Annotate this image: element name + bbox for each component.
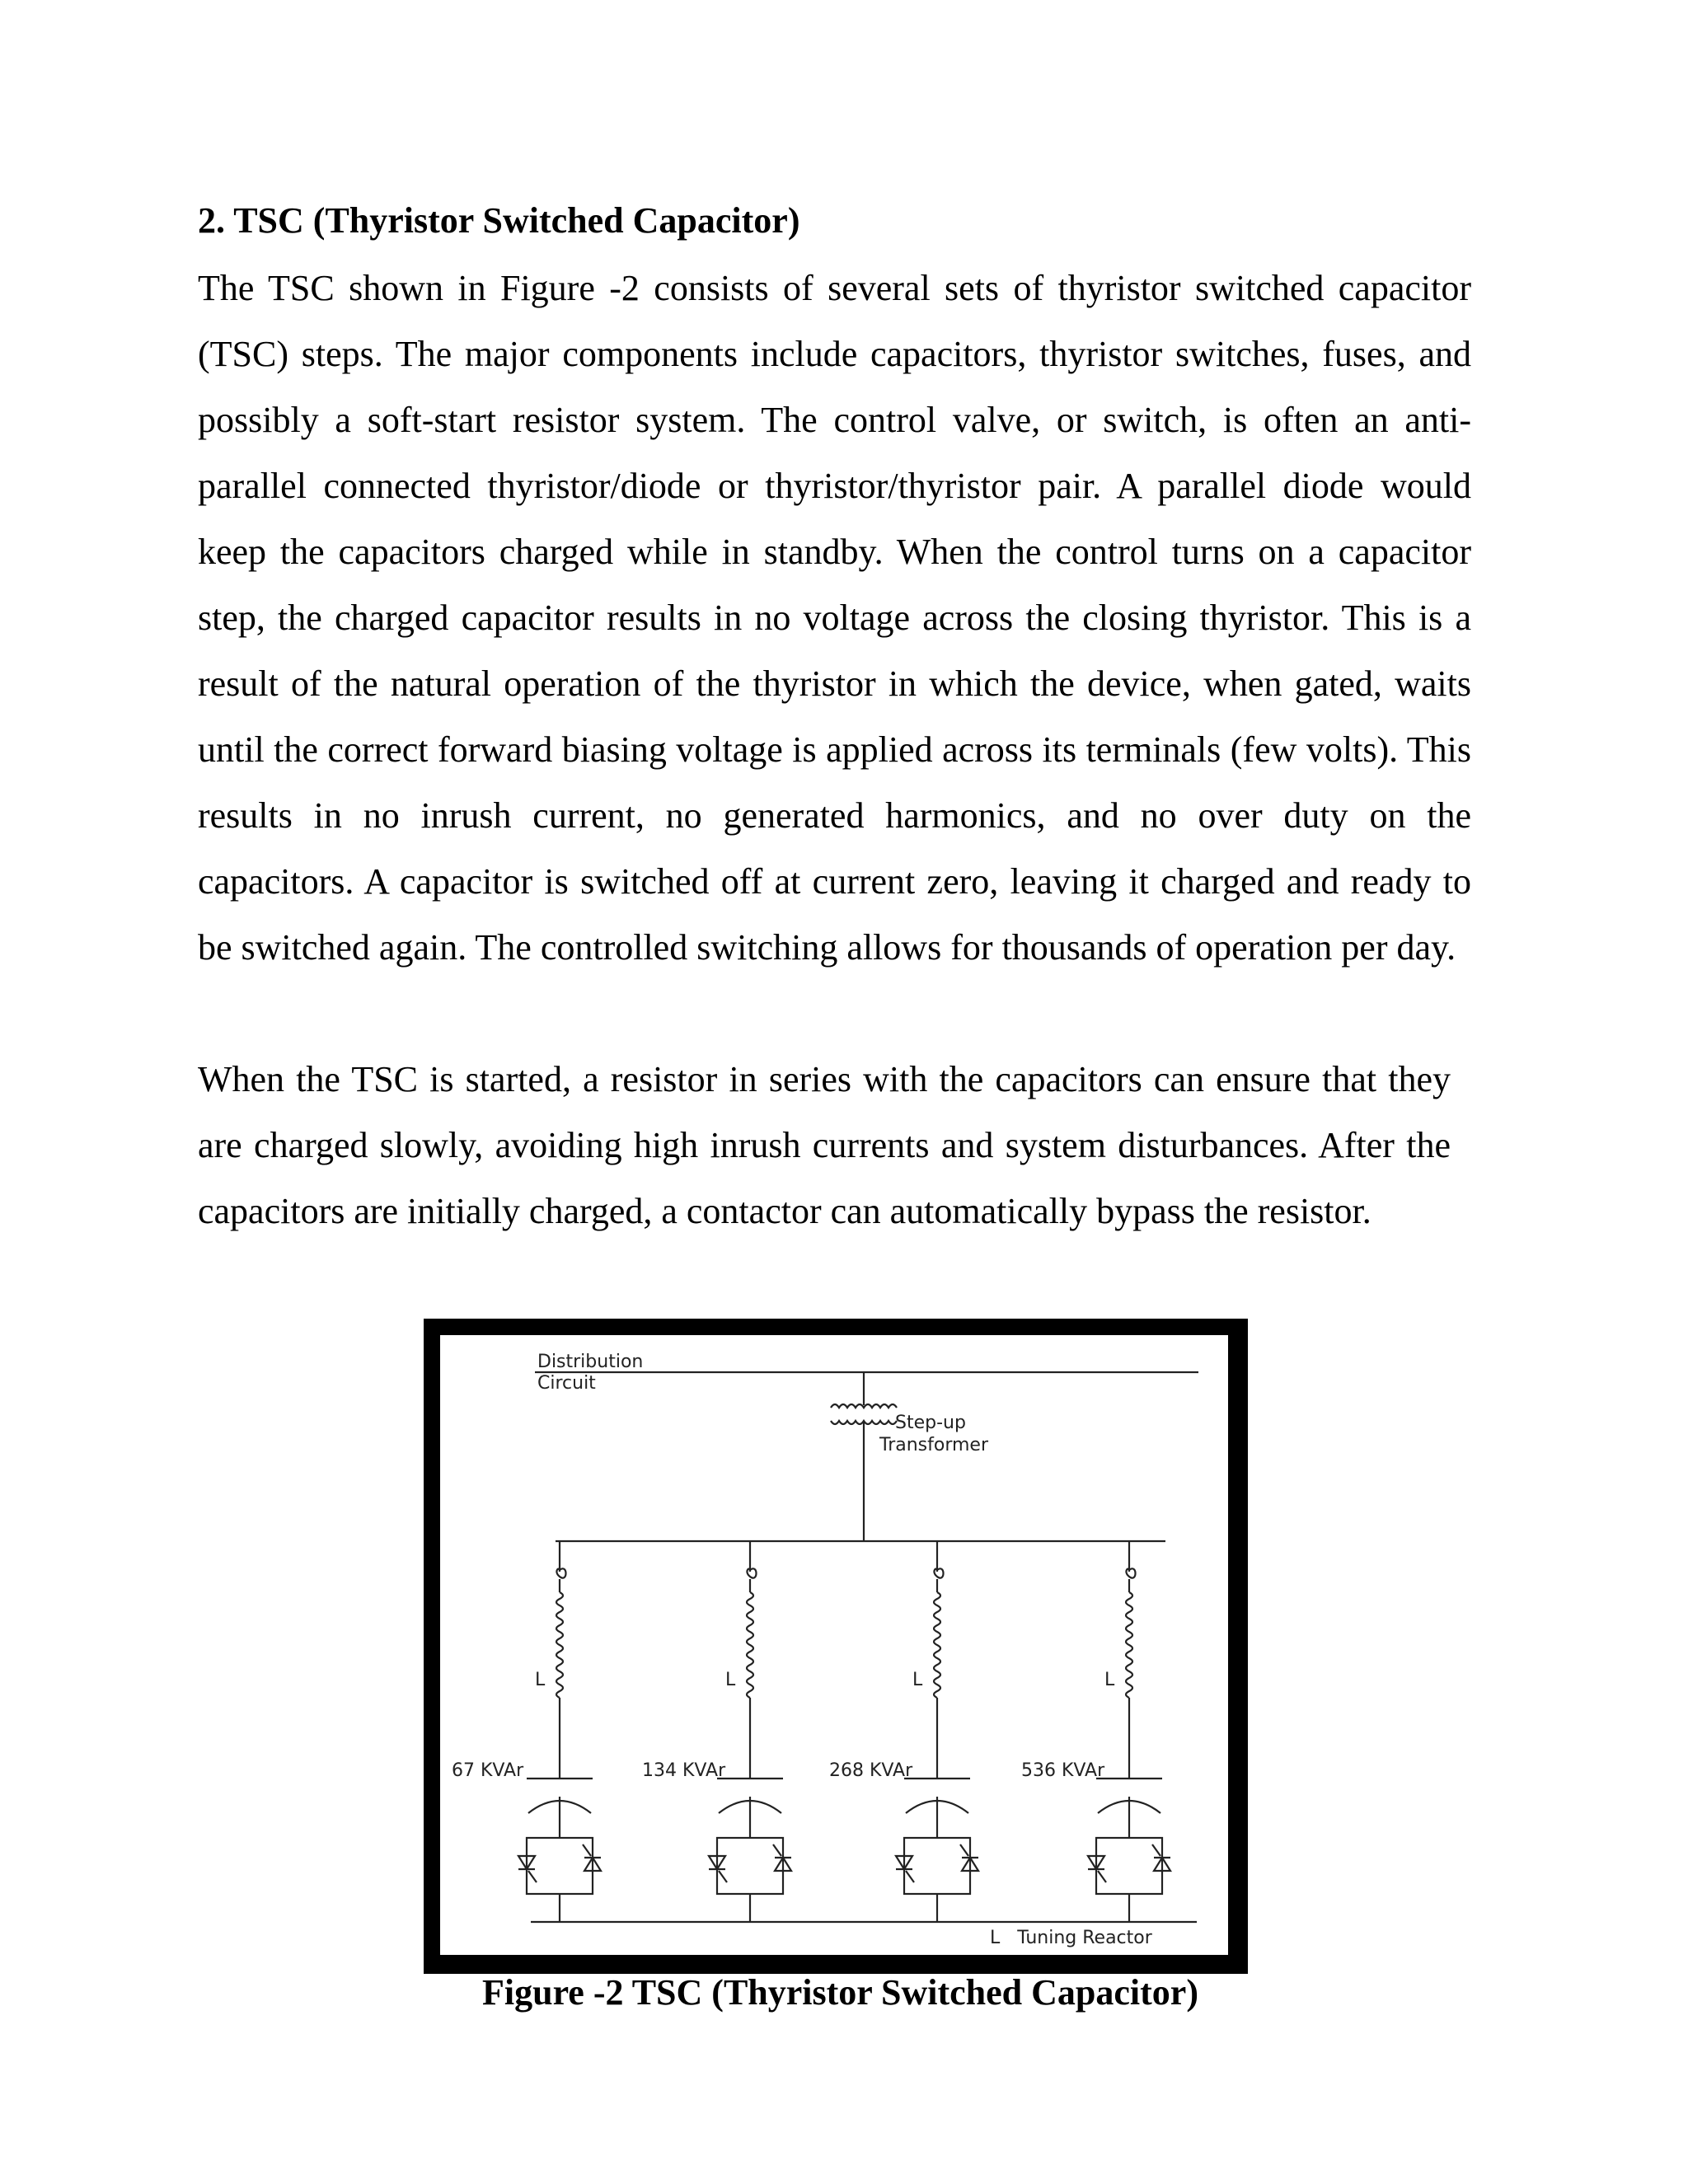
fuse-icon (556, 1568, 565, 1577)
tuning-reactor-icon (934, 1592, 940, 1698)
transformer-label-line1: Step-up (895, 1413, 966, 1433)
inductor-label: L (1104, 1670, 1115, 1690)
thyristor-pair-frame (1096, 1838, 1162, 1894)
fuse-icon (1126, 1568, 1135, 1577)
distribution-label-line1: Distribution (537, 1352, 644, 1372)
tuning-reactor-icon (1126, 1592, 1132, 1698)
capacitor-rating-label: 134 KVAr (642, 1760, 726, 1781)
anti-parallel-thyristor-gate (960, 1844, 968, 1856)
inductor-label: L (912, 1670, 923, 1690)
fuse-icon (934, 1568, 943, 1577)
thyristor-gate (719, 1871, 727, 1882)
capacitor-branch-1 (518, 1541, 601, 1922)
capacitor-branch-4 (1088, 1541, 1170, 1922)
capacitor-rating-label: 67 KVAr (452, 1760, 524, 1781)
thyristor-pair-frame (527, 1838, 593, 1894)
fuse-icon (747, 1568, 756, 1577)
paragraph-soft-start: When the TSC is started, a resistor in series with the capacitors can ensure that they are charged slowly, avoiding high inrush currents and system disturbances. After the capacitors are initially charged, a contactor can automatically bypass the resistor. (198, 1059, 1451, 1231)
capacitor-branch-2 (709, 1541, 791, 1922)
thyristor-gate (528, 1871, 537, 1882)
tsc-circuit-svg (440, 1335, 1228, 1955)
tuning-reactor-legend: L Tuning Reactor (990, 1928, 1152, 1948)
figure-frame (424, 1319, 1248, 1974)
anti-parallel-thyristor-gate (583, 1844, 591, 1856)
tsc-circuit-diagram (440, 1335, 1228, 1955)
paragraph-tsc-description: The TSC shown in Figure -2 consists of several sets of thyristor switched capacitor (TSC) steps. The major components include capacitors, thyristor switches, fuses, and possibly a soft-start resistor system. The control valve, or switch, is often an anti-parallel connected thyristor/diode or thyristor/thyristor pair. A parallel diode would keep the capacitors charged while in standby. When the control turns on a capacitor step, the charged capacitor results in no voltage across the closing thyristor. This is a result of the natural operation of the thyristor in which the device, when gated, waits until the correct forward biasing voltage is applied across its terminals (few volts). This results in no inrush current, no generated harmonics, and no over duty on the capacitors. A capacitor is switched off at current zero, leaving it charged and ready to be switched again. The controlled switching allows for thousands of operation per day. (198, 268, 1471, 968)
capacitor-branch-3 (896, 1541, 978, 1922)
capacitor-rating-label: 268 KVAr (829, 1760, 913, 1781)
anti-parallel-thyristor-gate (1152, 1844, 1160, 1856)
anti-parallel-thyristor-gate (773, 1844, 781, 1856)
inductor-label: L (535, 1670, 546, 1690)
capacitor-rating-label: 536 KVAr (1021, 1760, 1105, 1781)
figure-caption: Figure -2 TSC (Thyristor Switched Capacitor) (482, 1972, 1198, 2013)
transformer-label-line2: Transformer (879, 1435, 989, 1455)
thyristor-gate (1098, 1871, 1106, 1882)
distribution-label-line2: Circuit (537, 1373, 596, 1394)
inductor-label: L (725, 1670, 736, 1690)
section-heading: 2. TSC (Thyristor Switched Capacitor) (198, 200, 800, 241)
tuning-reactor-icon (556, 1592, 563, 1698)
thyristor-gate (906, 1871, 914, 1882)
thyristor-pair-frame (904, 1838, 970, 1894)
thyristor-pair-frame (717, 1838, 783, 1894)
tuning-reactor-icon (747, 1592, 753, 1698)
